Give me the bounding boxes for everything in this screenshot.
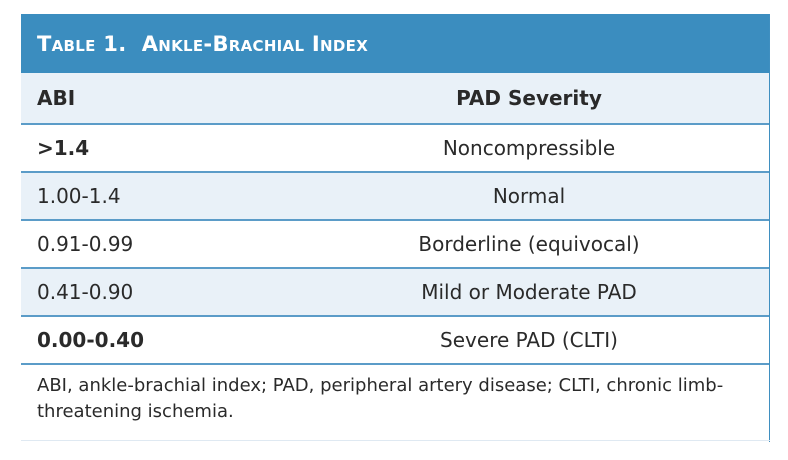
table-title: Table 1. Ankle-Brachial Index	[21, 14, 769, 73]
abi-value: 0.00-0.40	[37, 328, 144, 352]
abi-value: 0.41-0.90	[37, 280, 134, 304]
column-header-abi: ABI	[37, 86, 76, 110]
table-row	[21, 317, 769, 365]
severity-value: Normal	[492, 184, 566, 208]
abi-table	[21, 14, 770, 442]
severity-value: Borderline (equivocal)	[418, 232, 640, 256]
severity-value: Mild or Moderate PAD	[421, 280, 637, 304]
column-header-severity: PAD Severity	[456, 86, 602, 110]
table-header-row	[21, 73, 769, 125]
abi-value: >1.4	[37, 136, 90, 160]
table-footnote: ABI, ankle-brachial index; PAD, peripheral artery disease; CLTI, chronic limb-threatening ischemia.	[21, 365, 769, 425]
table-row	[21, 221, 769, 269]
severity-value: Severe PAD (CLTI)	[440, 328, 618, 352]
table-row	[21, 173, 769, 221]
severity-value: Noncompressible	[442, 136, 616, 160]
table-row	[21, 125, 769, 173]
abi-value: 1.00-1.4	[37, 184, 121, 208]
abi-value: 0.91-0.99	[37, 232, 134, 256]
bottom-divider	[21, 440, 770, 441]
table-row	[21, 269, 769, 317]
